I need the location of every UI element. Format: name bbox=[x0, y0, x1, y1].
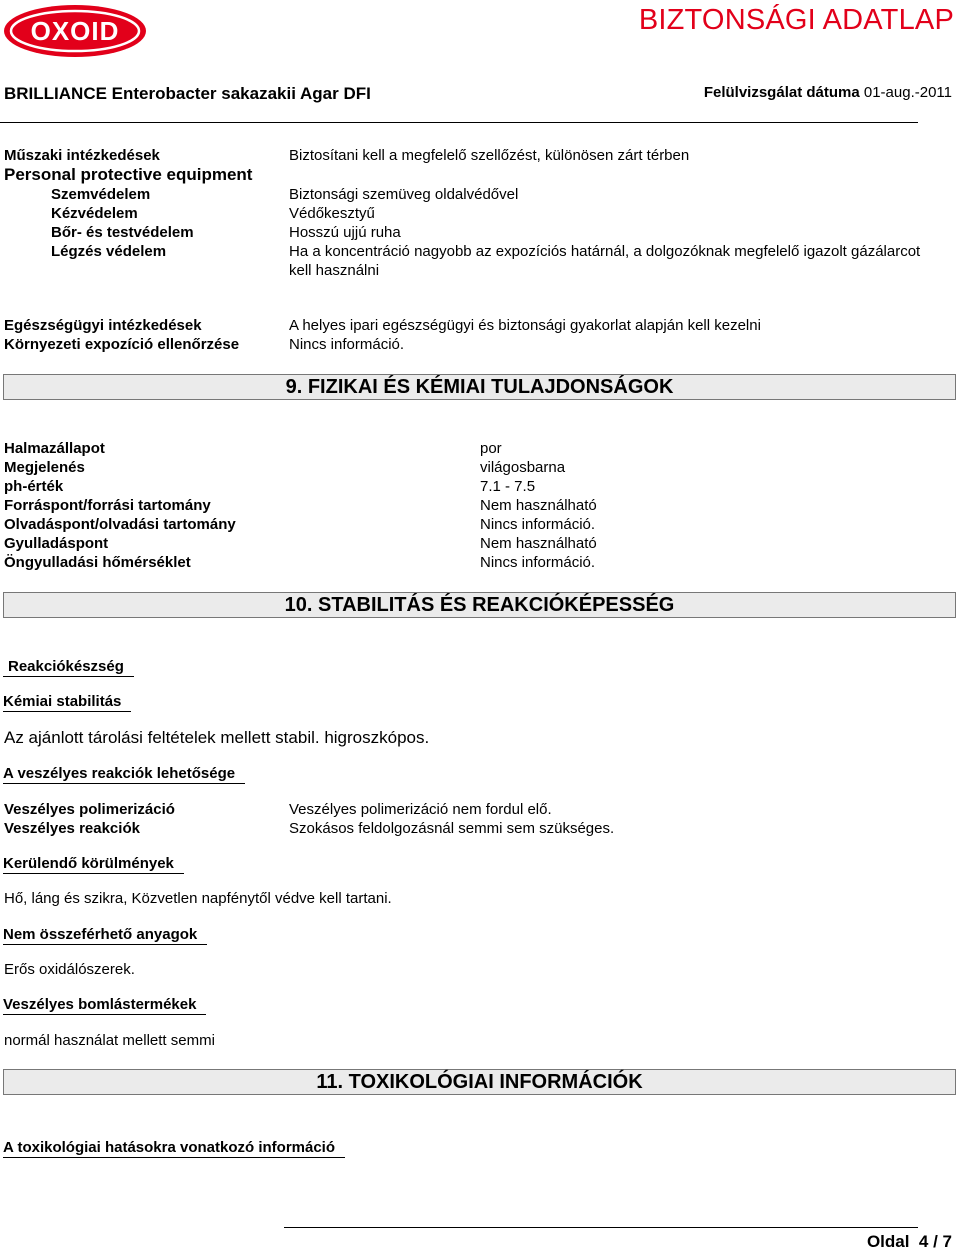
prop-value: világosbarna bbox=[480, 459, 566, 476]
section-11-header: 11. TOXIKOLÓGIAI INFORMÁCIÓK bbox=[3, 1069, 956, 1095]
hand-value: Védőkesztyű bbox=[289, 205, 375, 222]
reactions-label: Veszélyes reakciók bbox=[4, 820, 140, 837]
prop-value: Nem használható bbox=[480, 497, 597, 514]
eye-value: Biztonsági szemüveg oldalvédővel bbox=[289, 186, 519, 203]
stability-heading: Kémiai stabilitás bbox=[3, 692, 131, 712]
incompatible-heading: Nem összeférhető anyagok bbox=[3, 925, 207, 945]
hygiene-label: Egészségügyi intézkedések bbox=[4, 317, 202, 334]
page-value: 4 / 7 bbox=[918, 1232, 952, 1251]
footer-rule bbox=[284, 1227, 918, 1228]
document-title: BIZTONSÁGI ADATLAP bbox=[638, 4, 954, 36]
hand-label: Kézvédelem bbox=[51, 205, 138, 222]
reactivity-heading: Reakciókészség bbox=[3, 657, 134, 677]
avoid-heading: Kerülendő körülmények bbox=[3, 854, 184, 874]
stability-text: Az ajánlott tárolási feltételek mellett stabil. higroszkópos. bbox=[4, 728, 430, 747]
decomposition-heading: Veszélyes bomlástermékek bbox=[3, 995, 206, 1015]
prop-value: 7.1 - 7.5 bbox=[480, 478, 536, 495]
prop-label: Gyulladáspont bbox=[4, 535, 109, 552]
polymerization-label: Veszélyes polimerizáció bbox=[4, 801, 175, 818]
tox-heading: A toxikológiai hatásokra vonatkozó információ bbox=[3, 1138, 345, 1158]
skin-label: Bőr- és testvédelem bbox=[51, 224, 194, 241]
env-value: Nincs információ. bbox=[289, 336, 405, 353]
revision-date: 01-aug.-2011 bbox=[863, 84, 952, 101]
avoid-text: Hő, láng és szikra, Közvetlen napfénytől védve kell tartani. bbox=[4, 890, 392, 907]
engineering-value: Biztosítani kell a megfelelő szellőzést, különösen zárt térben bbox=[289, 147, 690, 164]
prop-label: Halmazállapot bbox=[4, 440, 105, 457]
resp-value-line2: kell használni bbox=[289, 262, 380, 279]
prop-label: Olvadáspont/olvadási tartomány bbox=[4, 516, 236, 533]
resp-value-line1: Ha a koncentráció nagyobb az expozíciós határnál, a dolgozóknak megfelelő igazolt gázálarcot bbox=[289, 243, 921, 260]
prop-label: Forráspont/forrási tartomány bbox=[4, 497, 211, 514]
ppe-heading: Personal protective equipment bbox=[4, 165, 253, 184]
engineering-label: Műszaki intézkedések bbox=[4, 147, 160, 164]
page-number bbox=[867, 1232, 952, 1252]
skin-value: Hosszú ujjú ruha bbox=[289, 224, 401, 241]
reactions-value: Szokásos feldolgozásnál semmi sem szükséges. bbox=[289, 820, 615, 837]
prop-value: por bbox=[480, 440, 502, 457]
section-10-header: 10. STABILITÁS ÉS REAKCIÓKÉPESSÉG bbox=[3, 592, 956, 618]
env-label: Környezeti expozíció ellenőrzése bbox=[4, 336, 240, 353]
revision-label: Felülvizsgálat dátuma bbox=[703, 84, 860, 101]
page-label: Oldal bbox=[866, 1232, 910, 1251]
oxoid-logo bbox=[3, 4, 147, 58]
prop-value: Nem használható bbox=[480, 535, 597, 552]
resp-label: Légzés védelem bbox=[51, 243, 167, 260]
revision-info bbox=[704, 84, 952, 101]
incompatible-text: Erős oxidálószerek. bbox=[4, 961, 135, 978]
logo-text: OXOID bbox=[30, 16, 120, 46]
prop-label: Megjelenés bbox=[4, 459, 85, 476]
hazardous-reactions-heading: A veszélyes reakciók lehetősége bbox=[3, 764, 245, 784]
decomposition-text: normál használat mellett semmi bbox=[4, 1032, 215, 1049]
polymerization-value: Veszélyes polimerizáció nem fordul elő. bbox=[289, 801, 552, 818]
section-9-header: 9. FIZIKAI ÉS KÉMIAI TULAJDONSÁGOK bbox=[3, 374, 956, 400]
eye-label: Szemvédelem bbox=[51, 186, 151, 203]
prop-label: Öngyulladási hőmérséklet bbox=[4, 554, 191, 571]
hygiene-value: A helyes ipari egészségügyi és biztonsági gyakorlat alapján kell kezelni bbox=[289, 317, 761, 334]
prop-label: ph-érték bbox=[4, 478, 64, 495]
prop-value: Nincs információ. bbox=[480, 554, 596, 571]
header-rule bbox=[0, 122, 918, 123]
prop-value: Nincs információ. bbox=[480, 516, 596, 533]
product-name: BRILLIANCE Enterobacter sakazakii Agar DFI bbox=[4, 84, 371, 103]
